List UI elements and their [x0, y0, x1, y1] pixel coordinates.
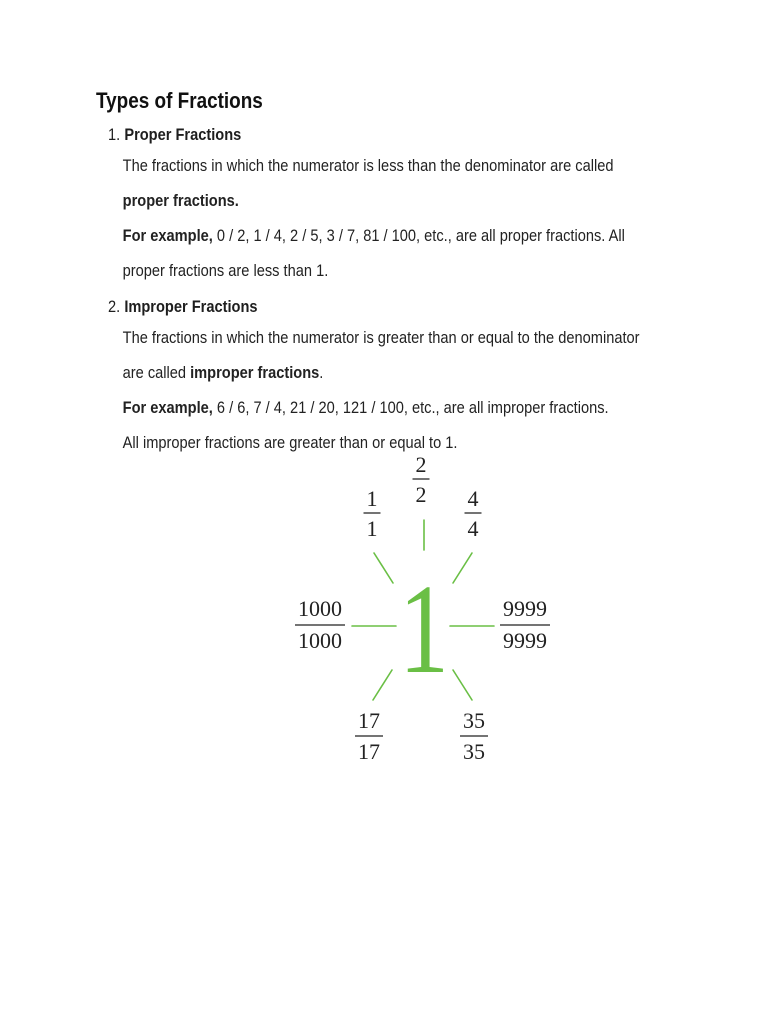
spoke-line — [374, 553, 393, 583]
definition-text: The fractions in which the numerator is less than the denominator are called — [122, 156, 614, 175]
fraction-denominator: 4 — [467, 516, 479, 541]
fraction-numerator: 4 — [467, 486, 479, 511]
fraction-numerator: 35 — [463, 708, 485, 733]
example-text: 6 / 6, 7 / 4, 21 / 20, 121 / 100, etc., are all improper fractions. — [212, 398, 609, 417]
definition-text: The fractions in which the numerator is greater than or equal to the denominator are called — [122, 328, 640, 382]
page-title: Types of Fractions — [96, 88, 263, 113]
fraction-numerator: 17 — [358, 708, 380, 733]
example-paragraph — [96, 390, 646, 425]
section-improper-fractions — [96, 294, 646, 460]
definition-paragraph — [96, 148, 646, 218]
definition-term: improper fractions — [190, 363, 320, 382]
fraction-numerator: 1000 — [298, 596, 342, 621]
example-text: 0 / 2, 1 / 4, 2 / 5, 3 / 7, 81 / 100, etc., are all proper fractions. All proper fractions are less than 1. — [122, 226, 625, 280]
fraction-numerator: 2 — [415, 452, 427, 477]
section-number: 2. — [108, 297, 121, 316]
section-proper-fractions — [96, 122, 646, 288]
definition-suffix: . — [319, 363, 324, 382]
fraction-denominator: 17 — [358, 739, 380, 764]
fraction-denominator: 9999 — [503, 628, 547, 653]
fraction-denominator: 2 — [415, 482, 427, 507]
spoke-line — [373, 670, 392, 700]
example-paragraph — [96, 218, 646, 288]
fraction-numerator: 1 — [366, 486, 378, 511]
example-label: For example, — [122, 226, 213, 245]
section-heading — [96, 294, 646, 320]
document-body — [96, 86, 646, 460]
section-heading — [96, 122, 646, 148]
section-number: 1. — [108, 125, 121, 144]
fractions-equal-one-diagram — [0, 450, 768, 780]
definition-term: proper fractions. — [122, 191, 239, 210]
fraction-denominator: 35 — [463, 739, 485, 764]
note-paragraph: All improper fractions are greater than or equal to 1. — [122, 433, 458, 452]
center-one: 1 — [399, 558, 449, 700]
definition-paragraph — [96, 320, 646, 390]
section-title: Proper Fractions — [124, 125, 242, 144]
fraction-numerator: 9999 — [503, 596, 547, 621]
spoke-line — [453, 670, 472, 700]
fraction-denominator: 1 — [366, 516, 378, 541]
diagram-canvas — [0, 450, 768, 780]
spoke-line — [453, 553, 472, 583]
example-label: For example, — [122, 398, 213, 417]
section-title: Improper Fractions — [124, 297, 258, 316]
fraction-denominator: 1000 — [298, 628, 342, 653]
